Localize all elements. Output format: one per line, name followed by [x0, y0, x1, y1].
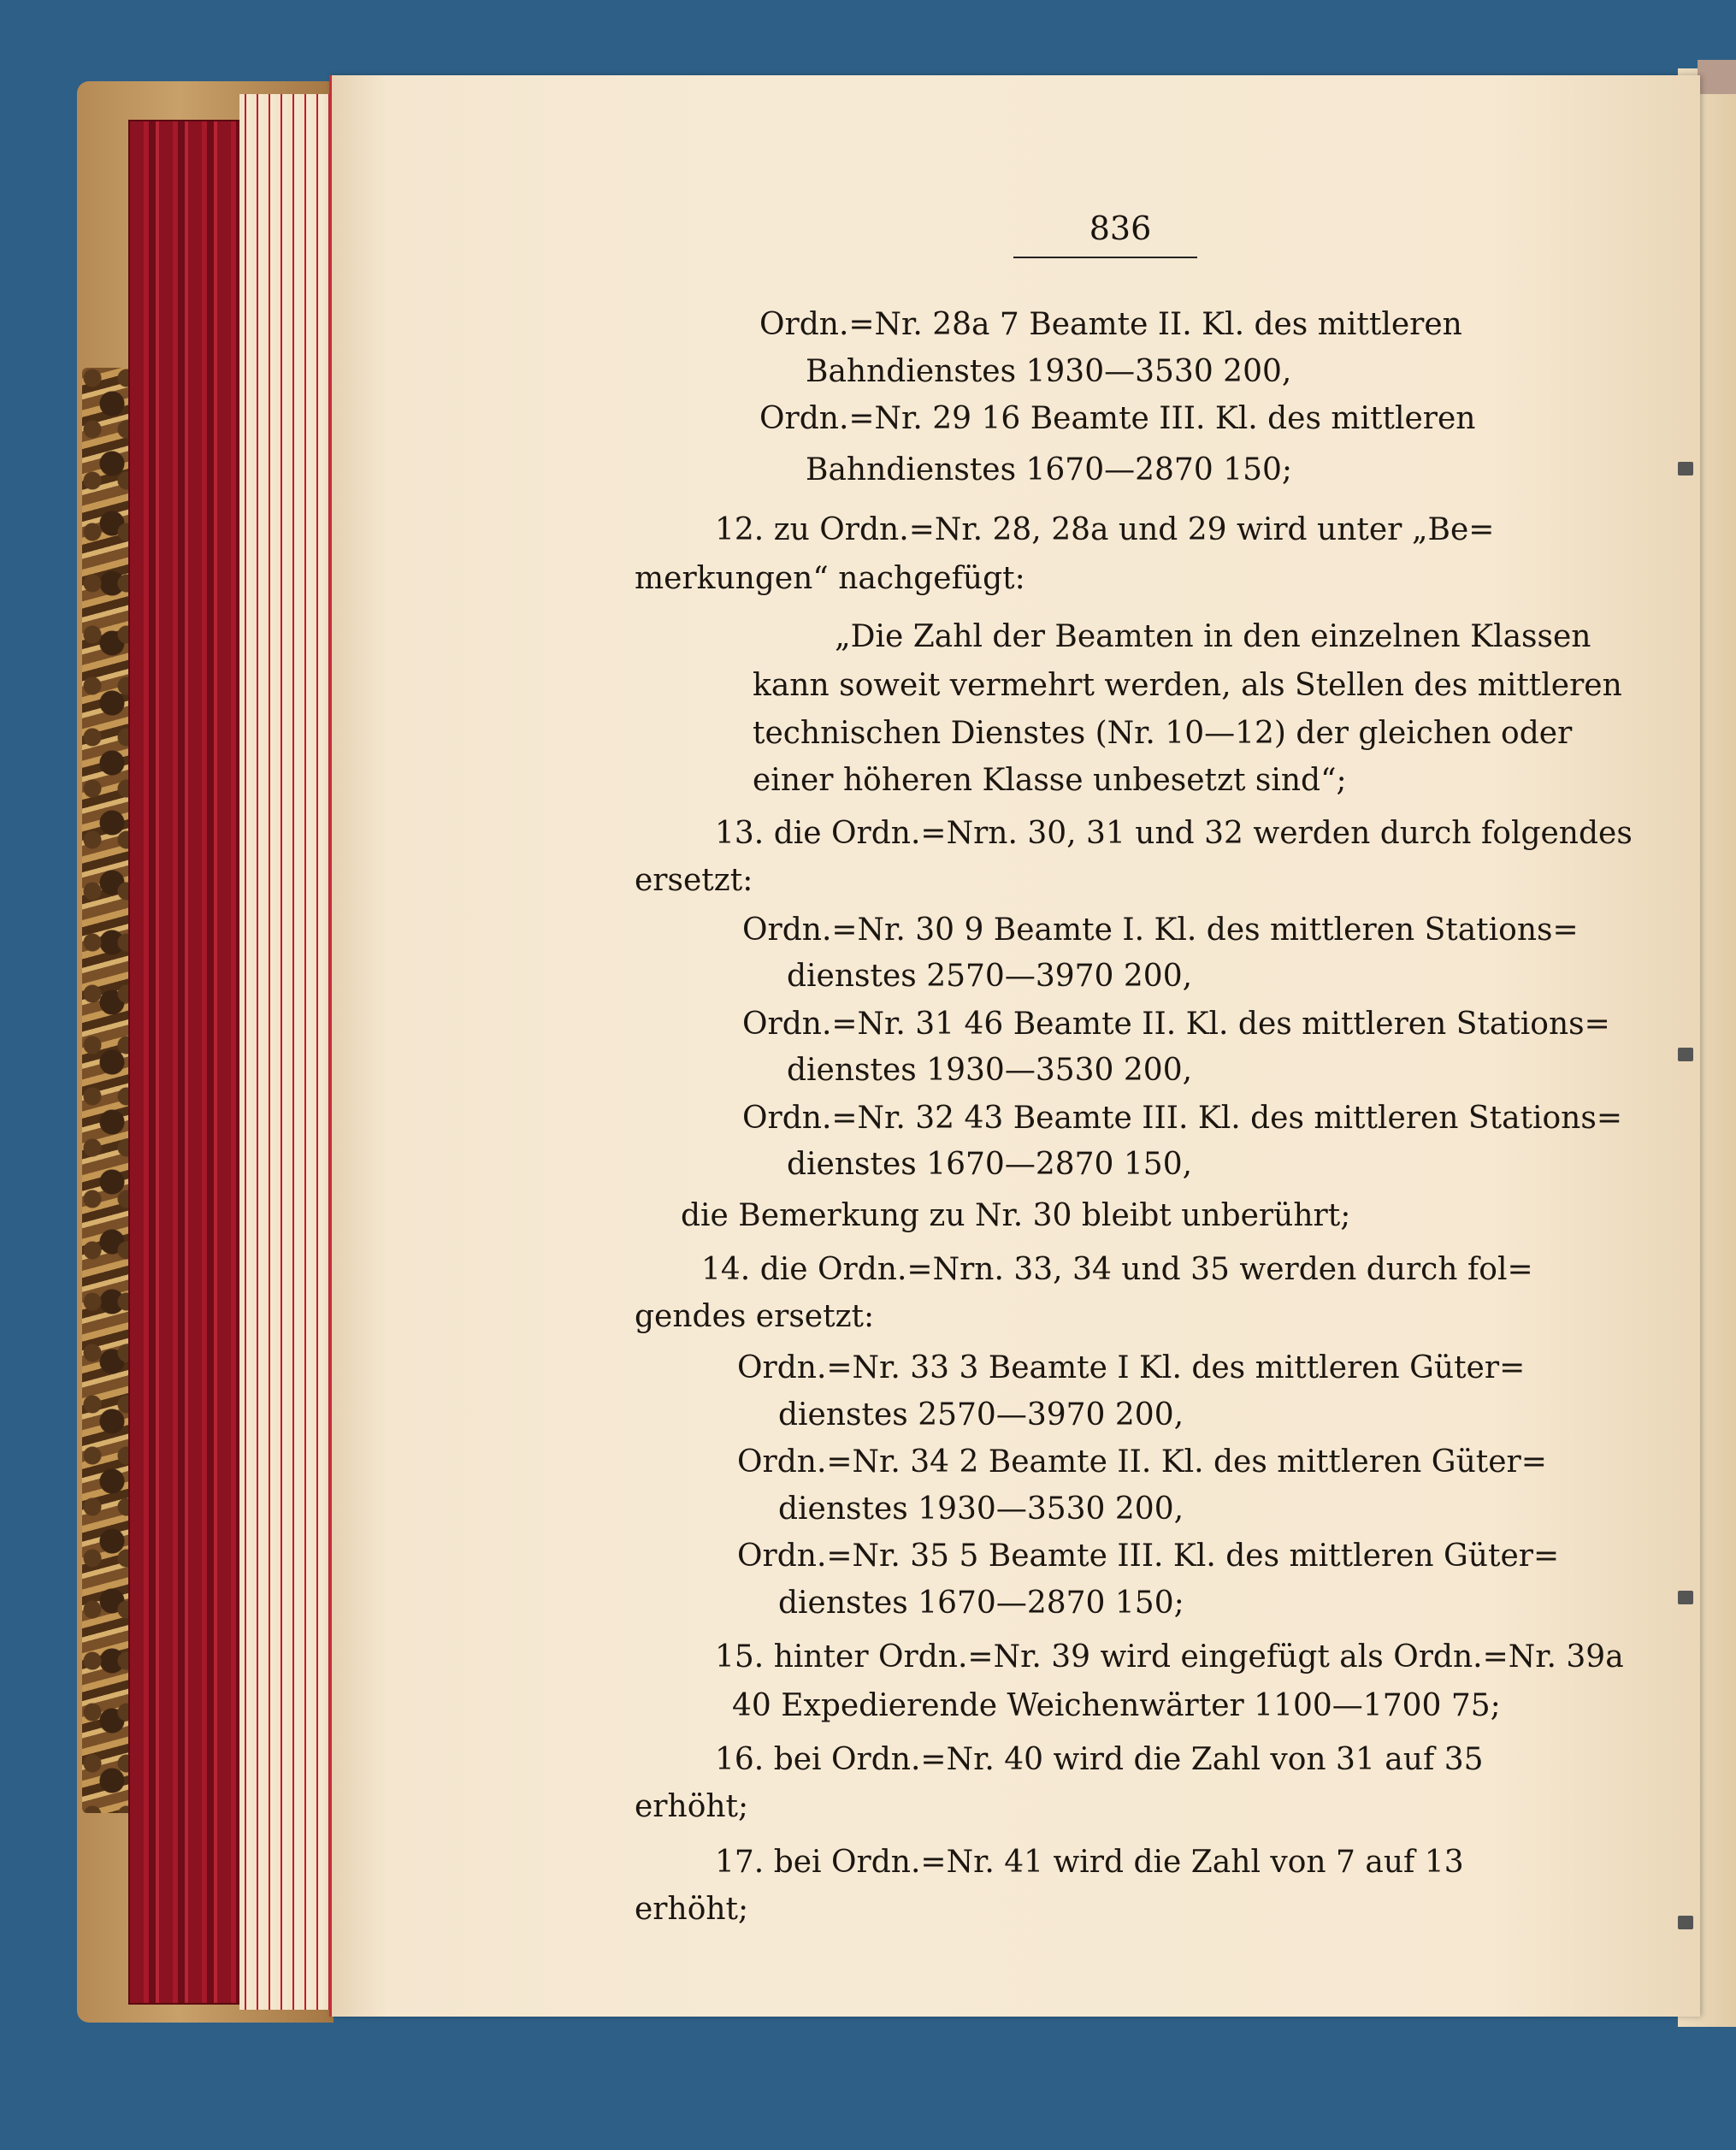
facing-page-strip [1698, 60, 1736, 94]
text-line: Ordn.=Nr. 31 46 Beamte II. Kl. des mittleren Stations= [742, 1007, 1610, 1042]
text-line: dienstes 1670—2870 150; [778, 1586, 1184, 1621]
text-line: Ordn.=Nr. 33 3 Beamte I Kl. des mittleren Güter= [737, 1350, 1526, 1385]
text-line: technischen Dienstes (Nr. 10—12) der gleichen oder [753, 716, 1573, 751]
page-number: 836 [1089, 210, 1152, 247]
text-line: Bahndienstes 1930—3530 200, [806, 354, 1292, 389]
text-line: Ordn.=Nr. 34 2 Beamte II. Kl. des mittleren Güter= [737, 1444, 1547, 1480]
text-line: Ordn.=Nr. 30 9 Beamte I. Kl. des mittleren Stations= [742, 913, 1579, 948]
text-line: Ordn.=Nr. 29 16 Beamte III. Kl. des mittleren [759, 401, 1476, 436]
text-line: 17. bei Ordn.=Nr. 41 wird die Zahl von 7 auf 13 [715, 1845, 1464, 1880]
text-line: 13. die Ordn.=Nrn. 30, 31 und 32 werden durch folgendes [715, 816, 1633, 851]
text-line: dienstes 2570—3970 200, [787, 959, 1193, 994]
text-line: einer höheren Klasse unbesetzt sind“; [753, 763, 1347, 798]
text-line: 12. zu Ordn.=Nr. 28, 28a und 29 wird unter „Be= [715, 512, 1495, 547]
text-line: kann soweit vermehrt werden, als Stellen des mittleren [753, 668, 1622, 703]
text-line: dienstes 1930—3530 200, [787, 1053, 1193, 1088]
text-line: „Die Zahl der Beamten in den einzelnen Klassen [835, 619, 1591, 654]
text-line: gendes ersetzt: [635, 1299, 875, 1334]
text-line: merkungen“ nachgefügt: [635, 561, 1025, 596]
page-tab-mark [1678, 1048, 1693, 1061]
page-stack [239, 94, 342, 2010]
page-number-rule [1013, 257, 1197, 258]
text-line: dienstes 2570—3970 200, [778, 1397, 1184, 1432]
text-line: 14. die Ordn.=Nrn. 33, 34 und 35 werden durch fol= [701, 1252, 1533, 1287]
text-line: erhöht; [635, 1789, 749, 1824]
page-tab-mark [1678, 1591, 1693, 1604]
text-line: 16. bei Ordn.=Nr. 40 wird die Zahl von 31 auf 35 [715, 1742, 1484, 1777]
text-line: Ordn.=Nr. 32 43 Beamte III. Kl. des mittleren Stations= [742, 1101, 1623, 1136]
red-page-edges [128, 120, 247, 2005]
text-line: Bahndienstes 1670—2870 150; [806, 452, 1293, 487]
text-line: Ordn.=Nr. 28a 7 Beamte II. Kl. des mittleren [759, 307, 1462, 342]
page-tab-mark [1678, 1916, 1693, 1929]
text-line: ersetzt: [635, 863, 753, 898]
text-line: dienstes 1930—3530 200, [778, 1491, 1184, 1527]
page-tab-mark [1678, 462, 1693, 475]
text-line: dienstes 1670—2870 150, [787, 1147, 1193, 1182]
text-line: 40 Expedierende Weichenwärter 1100—1700 75; [732, 1688, 1501, 1723]
text-line: die Bemerkung zu Nr. 30 bleibt unberührt; [681, 1198, 1351, 1233]
text-line: Ordn.=Nr. 35 5 Beamte III. Kl. des mittleren Güter= [737, 1539, 1560, 1574]
text-line: 15. hinter Ordn.=Nr. 39 wird eingefügt als Ordn.=Nr. 39a [715, 1639, 1624, 1675]
text-line: erhöht; [635, 1892, 749, 1927]
